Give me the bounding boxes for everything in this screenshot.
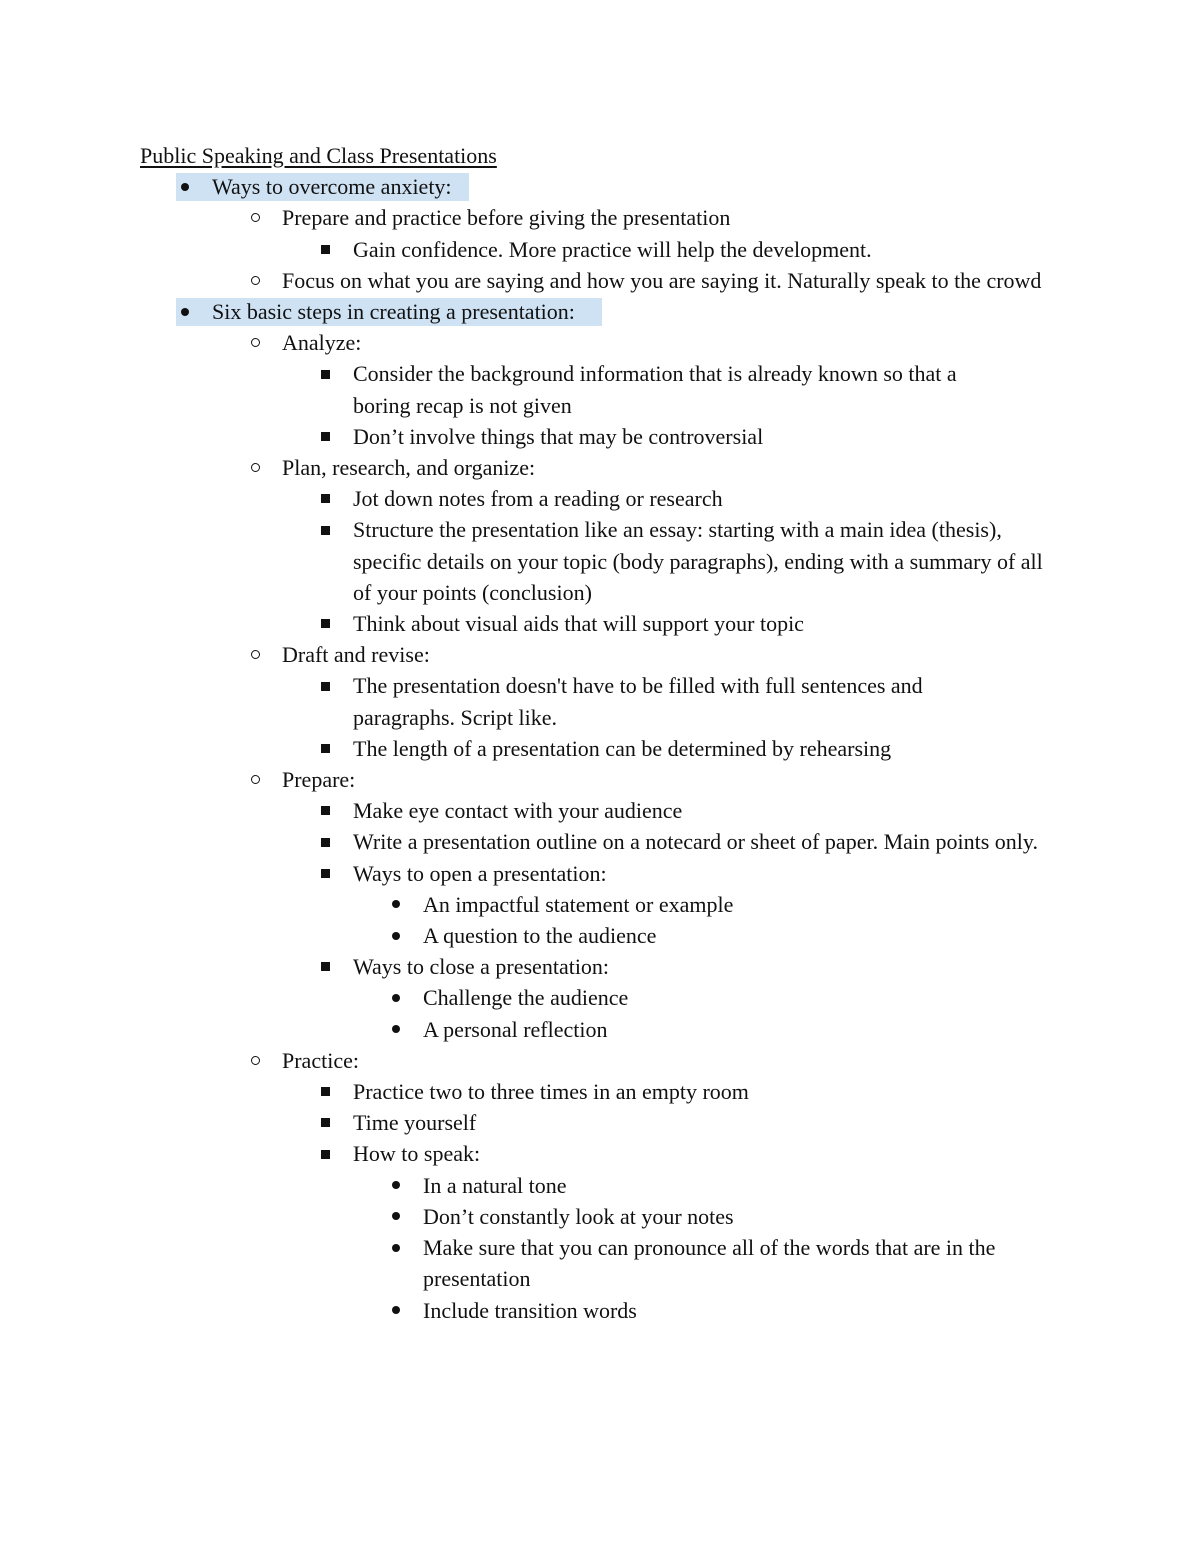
list-item xyxy=(140,670,1060,732)
bullet-disc-icon xyxy=(387,1295,405,1326)
list-item-text: Consider the background information that is already known so that a boring recap is not given xyxy=(353,361,957,418)
list-item xyxy=(140,483,1060,514)
list-item-text: Don’t involve things that may be controversial xyxy=(353,423,764,449)
list-item xyxy=(140,982,1060,1013)
bullet-disc-icon xyxy=(387,1201,405,1232)
list-item-text: Ways to open a presentation: xyxy=(353,860,607,886)
step-heading: Prepare: xyxy=(282,767,356,793)
step-heading: Draft and revise: xyxy=(282,642,430,668)
list-item-text: Structure the presentation like an essay: starting with a main idea (thesis), specific details on your topic (body paragraphs), ending with a summary of all of your points (conclusion) xyxy=(353,517,1043,605)
list-item xyxy=(140,920,1060,951)
list-item-text: Make eye contact with your audience xyxy=(353,798,683,824)
list-item xyxy=(140,265,1060,296)
list-item-text: Ways to close a presentation: xyxy=(353,954,610,980)
list-item-text: How to speak: xyxy=(353,1141,481,1167)
list-item-text: A personal reflection xyxy=(423,1016,608,1042)
bullet-square-icon xyxy=(316,234,334,265)
list-item xyxy=(140,234,1060,265)
section-heading: Ways to overcome anxiety: xyxy=(212,174,452,200)
list-item xyxy=(140,1232,1060,1294)
document-title: Public Speaking and Class Presentations xyxy=(140,143,497,168)
bullet-circle-icon xyxy=(246,1045,264,1076)
list-item-text: Gain confidence. More practice will help the development. xyxy=(353,236,872,262)
list-item-text: Prepare and practice before giving the presentation xyxy=(282,205,731,231)
bullet-circle-icon xyxy=(246,327,264,358)
bullet-square-icon xyxy=(316,733,334,764)
list-item-text: Make sure that you can pronounce all of the words that are in the presentation xyxy=(423,1235,996,1292)
bullet-circle-icon xyxy=(246,202,264,233)
list-item xyxy=(140,202,1060,264)
list-item xyxy=(140,951,1060,1045)
list-item xyxy=(140,733,1060,764)
bullet-square-icon xyxy=(316,358,334,389)
list-item xyxy=(140,1138,1060,1325)
bullet-disc-icon xyxy=(387,1232,405,1263)
bullet-square-icon xyxy=(316,483,334,514)
bullet-disc-icon xyxy=(176,171,194,202)
list-item xyxy=(140,1014,1060,1045)
bullet-square-icon xyxy=(316,1138,334,1169)
bullet-circle-icon xyxy=(246,265,264,296)
bullet-square-icon xyxy=(316,858,334,889)
outline-section-steps xyxy=(140,296,1060,1326)
list-item xyxy=(140,1076,1060,1107)
list-item-text: Don’t constantly look at your notes xyxy=(423,1203,734,1229)
list-item xyxy=(140,889,1060,920)
list-item-text: Think about visual aids that will support your topic xyxy=(353,611,804,637)
outline-section-anxiety xyxy=(140,171,1060,296)
list-item xyxy=(140,1045,1060,1326)
list-item xyxy=(140,1170,1060,1201)
list-item-text: Practice two to three times in an empty room xyxy=(353,1079,749,1105)
bullet-square-icon xyxy=(316,1107,334,1138)
bullet-disc-icon xyxy=(387,1170,405,1201)
bullet-square-icon xyxy=(316,670,334,701)
list-item-text: Challenge the audience xyxy=(423,985,629,1011)
list-item-text: An impactful statement or example xyxy=(423,891,734,917)
list-item-text: A question to the audience xyxy=(423,923,657,949)
bullet-disc-icon xyxy=(387,889,405,920)
outline-list xyxy=(140,171,1060,1326)
list-item xyxy=(140,795,1060,826)
list-item-text: Write a presentation outline on a notecard or sheet of paper. Main points only. xyxy=(353,829,1038,855)
bullet-square-icon xyxy=(316,795,334,826)
step-heading: Practice: xyxy=(282,1047,359,1073)
step-heading: Analyze: xyxy=(282,330,362,356)
section-heading: Six basic steps in creating a presentation: xyxy=(212,299,575,324)
list-item xyxy=(140,1201,1060,1232)
list-item xyxy=(140,826,1060,857)
bullet-disc-icon xyxy=(387,920,405,951)
bullet-square-icon xyxy=(316,826,334,857)
bullet-circle-icon xyxy=(246,764,264,795)
list-item-text: In a natural tone xyxy=(423,1172,567,1198)
bullet-circle-icon xyxy=(246,639,264,670)
list-item xyxy=(140,1295,1060,1326)
list-item xyxy=(140,452,1060,639)
bullet-square-icon xyxy=(316,421,334,452)
list-item-text: The length of a presentation can be determined by rehearsing xyxy=(353,735,892,761)
step-heading: Plan, research, and organize: xyxy=(282,455,536,481)
bullet-square-icon xyxy=(316,951,334,982)
list-item-text: Focus on what you are saying and how you are saying it. Naturally speak to the crowd xyxy=(282,267,1042,293)
bullet-disc-icon xyxy=(387,982,405,1013)
list-item xyxy=(140,514,1060,608)
list-item-text: Jot down notes from a reading or research xyxy=(353,486,723,512)
list-item-text: The presentation doesn't have to be filled with full sentences and paragraphs. Script like. xyxy=(353,673,923,730)
document-page xyxy=(140,140,1060,1326)
list-item xyxy=(140,764,1060,1045)
bullet-square-icon xyxy=(316,1076,334,1107)
list-item xyxy=(140,608,1060,639)
bullet-square-icon xyxy=(316,514,334,545)
list-item-text: Time yourself xyxy=(353,1110,477,1136)
list-item xyxy=(140,858,1060,952)
bullet-disc-icon xyxy=(387,1014,405,1045)
bullet-disc-icon xyxy=(176,296,194,327)
list-item-text: Include transition words xyxy=(423,1297,637,1323)
bullet-square-icon xyxy=(316,608,334,639)
list-item xyxy=(140,358,1060,420)
list-item xyxy=(140,327,1060,452)
list-item xyxy=(140,639,1060,764)
list-item xyxy=(140,1107,1060,1138)
list-item xyxy=(140,421,1060,452)
bullet-circle-icon xyxy=(246,452,264,483)
